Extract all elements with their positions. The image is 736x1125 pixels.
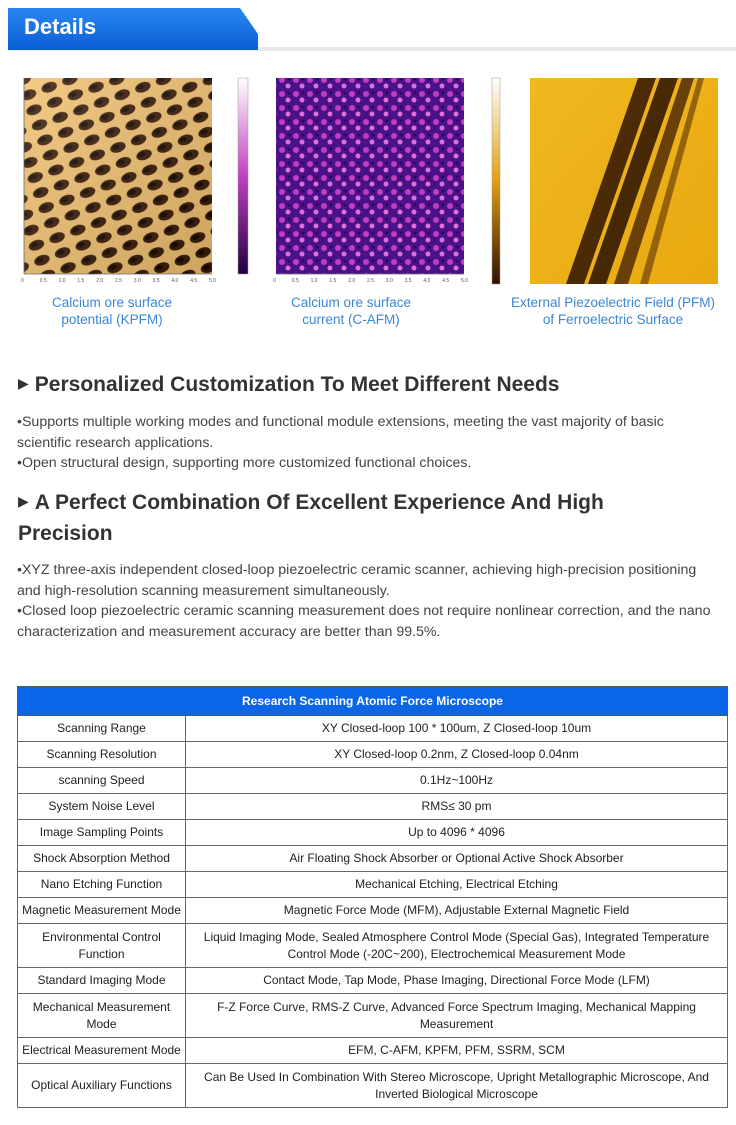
axis-tick-label: 3.0 bbox=[133, 278, 141, 284]
figure-pfm bbox=[488, 76, 720, 291]
spec-label: Mechanical Measurement Mode bbox=[18, 994, 186, 1038]
axis-tick-label: 1.0 bbox=[310, 278, 318, 284]
triangle-bullet-icon: ▶ bbox=[18, 493, 29, 509]
spec-value: Up to 4096 * 4096 bbox=[186, 820, 728, 846]
axis-tick-label: 5.0 bbox=[209, 278, 216, 284]
axis-tick-label: 0 bbox=[273, 278, 276, 284]
spec-label: Image Sampling Points bbox=[18, 820, 186, 846]
table-row bbox=[18, 794, 728, 820]
spec-value: Contact Mode, Tap Mode, Phase Imaging, Directional Force Mode (LFM) bbox=[186, 968, 728, 994]
spec-value: Liquid Imaging Mode, Sealed Atmosphere Control Mode (Special Gas), Integrated Temperature Control Mode (-20C~200), Electrochemical Measurement Mode bbox=[186, 924, 728, 968]
spec-value: EFM, C-AFM, KPFM, PFM, SSRM, SCM bbox=[186, 1038, 728, 1064]
caption-cafm: Calcium ore surface current (C-AFM) bbox=[290, 295, 412, 327]
axis-tick-label: 0.5 bbox=[39, 278, 47, 284]
axis-tick-label: 4.0 bbox=[423, 278, 431, 284]
table-row bbox=[18, 768, 728, 794]
cafm-map bbox=[276, 78, 464, 274]
pfm-colorbar bbox=[492, 78, 500, 284]
bullet-text: •Supports multiple working modes and functional module extensions, meeting the vast majority of basic scientific research applications. bbox=[17, 414, 664, 451]
spec-label: Shock Absorption Method bbox=[18, 846, 186, 872]
axis-tick-label: 2.5 bbox=[367, 278, 374, 284]
spec-table bbox=[17, 686, 728, 1108]
table-row bbox=[18, 820, 728, 846]
axis-tick-label: 0 bbox=[21, 278, 24, 284]
bullet-text: •XYZ three-axis independent closed-loop piezoelectric ceramic scanner, achieving high-precision positioning and high-resolution scanning measurement simultaneously. bbox=[17, 562, 697, 599]
table-row bbox=[18, 872, 728, 898]
spec-value: Air Floating Shock Absorber or Optional Active Shock Absorber bbox=[186, 846, 728, 872]
page-title: Details bbox=[24, 14, 97, 39]
spec-label: Magnetic Measurement Mode bbox=[18, 898, 186, 924]
cafm-image bbox=[236, 76, 466, 291]
spec-value: 0.1Hz~100Hz bbox=[186, 768, 728, 794]
caption-kpfm: Calcium ore surface potential (KPFM) bbox=[51, 295, 173, 327]
table-row bbox=[18, 1038, 728, 1064]
spec-value: XY Closed-loop 0.2nm, Z Closed-loop 0.04nm bbox=[186, 742, 728, 768]
table-row bbox=[18, 742, 728, 768]
section-body-customization bbox=[17, 412, 722, 474]
spec-label: Standard Imaging Mode bbox=[18, 968, 186, 994]
figure-kpfm bbox=[10, 76, 215, 291]
spec-label: Environmental Control Function bbox=[18, 924, 186, 968]
spec-label: Scanning Resolution bbox=[18, 742, 186, 768]
spec-label: Electrical Measurement Mode bbox=[18, 1038, 186, 1064]
kpfm-image bbox=[10, 76, 215, 291]
axis-tick-label: 0.5 bbox=[291, 278, 299, 284]
axis-tick-label: 1.5 bbox=[77, 278, 85, 284]
caption-pfm: External Piezoelectric Field (PFM) of Ferroelectric Surface bbox=[510, 295, 716, 327]
axis-tick-label: 3.5 bbox=[404, 278, 412, 284]
spec-label: Scanning Range bbox=[18, 716, 186, 742]
table-row bbox=[18, 994, 728, 1038]
details-header bbox=[0, 0, 736, 52]
spec-value: Can Be Used In Combination With Stereo Microscope, Upright Metallographic Microscope, And Inverted Biological Microscope bbox=[186, 1064, 728, 1108]
spec-value: XY Closed-loop 100 * 100um, Z Closed-loop 10um bbox=[186, 716, 728, 742]
axis-tick-label: 2.5 bbox=[115, 278, 122, 284]
spec-label: System Noise Level bbox=[18, 794, 186, 820]
axis-tick-label: 2.0 bbox=[348, 278, 356, 284]
figure-row bbox=[0, 76, 736, 336]
axis-tick-label: 3.0 bbox=[385, 278, 393, 284]
axis-tick-label: 3.5 bbox=[152, 278, 160, 284]
cafm-colorbar bbox=[238, 78, 248, 274]
triangle-bullet-icon: ▶ bbox=[18, 375, 29, 391]
spec-label: Optical Auxiliary Functions bbox=[18, 1064, 186, 1108]
spec-label: scanning Speed bbox=[18, 768, 186, 794]
spec-value: RMS≤ 30 pm bbox=[186, 794, 728, 820]
table-title: Research Scanning Atomic Force Microscope bbox=[18, 687, 728, 716]
figure-cafm bbox=[236, 76, 466, 291]
pfm-image bbox=[488, 76, 720, 291]
axis-tick-label: 1.5 bbox=[329, 278, 337, 284]
axis-tick-label: 4.5 bbox=[442, 278, 450, 284]
table-row bbox=[18, 924, 728, 968]
table-row bbox=[18, 846, 728, 872]
spec-value: Mechanical Etching, Electrical Etching bbox=[186, 872, 728, 898]
axis-tick-label: 5.0 bbox=[461, 278, 468, 284]
section-heading-precision: ▶ A Perfect Combination Of Excellent Experience And High Precision bbox=[18, 491, 604, 545]
axis-tick-label: 4.0 bbox=[171, 278, 179, 284]
table-row bbox=[18, 716, 728, 742]
table-row bbox=[18, 1064, 728, 1108]
spec-value: Magnetic Force Mode (MFM), Adjustable External Magnetic Field bbox=[186, 898, 728, 924]
table-row bbox=[18, 898, 728, 924]
section-heading-customization: ▶ Personalized Customization To Meet Different Needs bbox=[18, 373, 560, 396]
axis-tick-label: 2.0 bbox=[96, 278, 104, 284]
bullet-text: •Closed loop piezoelectric ceramic scanning measurement does not require nonlinear correction, and the nano characterization and measurement accuracy are better than 99.5%. bbox=[17, 603, 711, 640]
spec-value: F-Z Force Curve, RMS-Z Curve, Advanced Force Spectrum Imaging, Mechanical Mapping Measurement bbox=[186, 994, 728, 1038]
bullet-text: •Open structural design, supporting more customized functional choices. bbox=[17, 455, 472, 471]
table-row bbox=[18, 968, 728, 994]
section-body-precision bbox=[17, 560, 722, 642]
spec-label: Nano Etching Function bbox=[18, 872, 186, 898]
axis-tick-label: 4.5 bbox=[190, 278, 198, 284]
axis-tick-label: 1.0 bbox=[58, 278, 66, 284]
